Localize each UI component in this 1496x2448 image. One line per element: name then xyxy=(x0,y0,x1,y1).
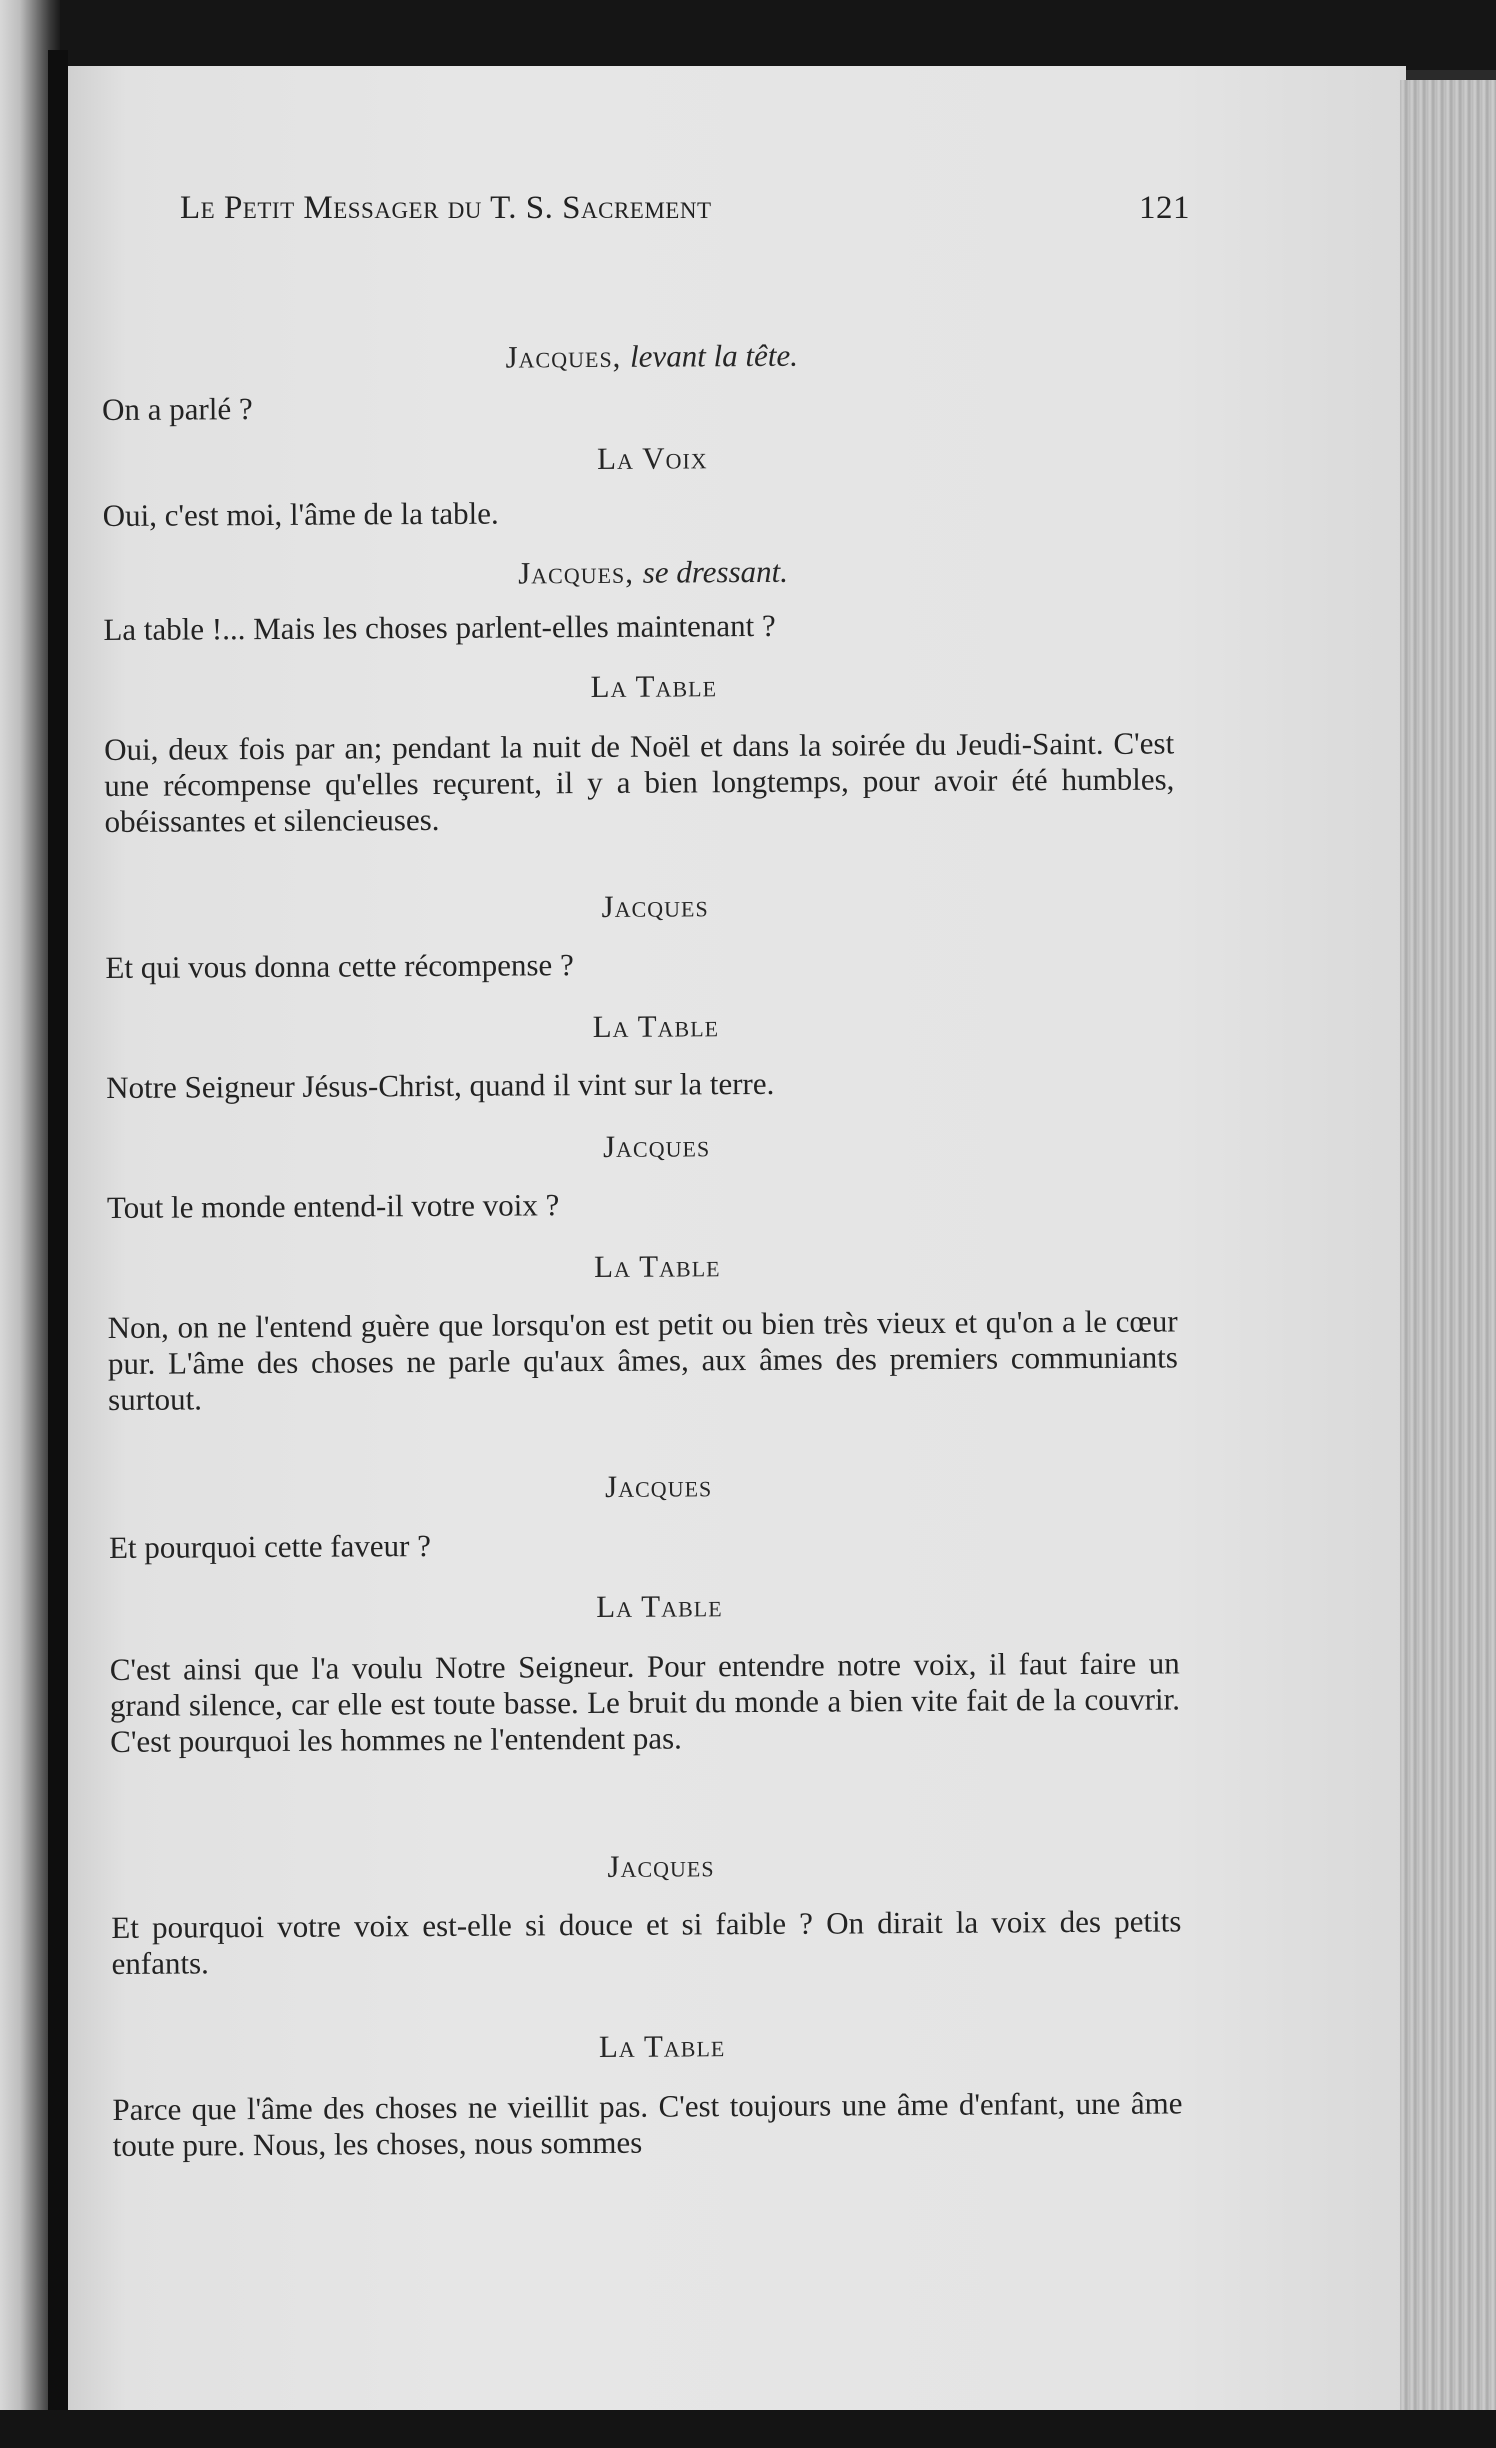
dialogue-paragraph: Oui, deux fois par an; pendant la nuit de Noël et dans la soirée du Jeudi-Saint. C'est une récompense qu'elles reçurent, il y a bien longtemps, pour avoir été humbles, obéissantes et silencieuses. xyxy=(104,725,1175,839)
scanner-background-bottom xyxy=(0,2410,1496,2448)
speaker-name: Jacques, xyxy=(505,338,622,375)
speaker-name: La Voix xyxy=(597,440,708,476)
speaker-name: Jacques xyxy=(605,1468,713,1504)
dialogue-line: Tout le monde entend-il votre voix ? xyxy=(106,1187,560,1225)
dialogue-line: Oui, c'est moi, l'âme de la table. xyxy=(102,495,499,533)
dialogue-line: Et qui vous donna cette récompense ? xyxy=(105,947,574,985)
speaker-heading xyxy=(102,335,1202,378)
speaker-name: Jacques, xyxy=(518,554,635,591)
running-head xyxy=(180,190,1190,240)
speaker-heading xyxy=(102,437,1202,480)
speaker-name: La Table xyxy=(594,1248,721,1285)
dialogue-line: Notre Seigneur Jésus-Christ, quand il vint sur la terre. xyxy=(106,1065,775,1105)
dialogue-line: Et pourquoi cette faveur ? xyxy=(108,1528,432,1565)
dialogue-paragraph: C'est ainsi que l'a voulu Notre Seigneur. Pour entendre notre voix, il faut faire un grand silence, car elle est toute basse. Le bruit du monde a bien vite fait de la couvrir. C'est pourquoi les hommes ne l'entendent pas. xyxy=(109,1645,1181,1759)
stage-direction: se dressant. xyxy=(642,553,789,590)
speaker-name: Jacques xyxy=(601,888,709,924)
dialogue-line: On a parlé ? xyxy=(101,391,253,427)
speaker-heading xyxy=(106,1125,1206,1168)
speaker-name: La Table xyxy=(598,2028,726,2064)
speaker-heading xyxy=(106,1005,1206,1048)
speaker-name: Jacques xyxy=(607,1848,715,1884)
speaker-heading xyxy=(109,1465,1209,1508)
speaker-heading xyxy=(111,1845,1211,1888)
dialogue-paragraph: Et pourquoi votre voix est-elle si douce et si faible ? On dirait la voix des petits enfants. xyxy=(111,1903,1182,1981)
running-head-title: Le Petit Messager du T. S. Sacrement xyxy=(180,190,712,226)
stage-direction: levant la tête. xyxy=(630,337,799,374)
speaker-name: La Table xyxy=(590,668,718,705)
speaker-heading xyxy=(103,551,1203,594)
dialogue-paragraph: Non, on ne l'entend guère que lorsqu'on est petit ou bien très vieux et qu'on a le cœur pur. L'âme des choses ne parle qu'aux âmes, aux âmes des premiers communiants surtout. xyxy=(107,1303,1178,1417)
page-edges xyxy=(1400,80,1496,2420)
book-spine xyxy=(48,50,68,2410)
dialogue-paragraph: Parce que l'âme des choses ne vieillit pas. C'est toujours une âme d'enfant, une âme toute pure. Nous, les choses, nous sommes xyxy=(112,2085,1183,2163)
scanner-background-top xyxy=(0,0,1496,70)
speaker-name: La Table xyxy=(592,1008,720,1045)
dialogue-line: La table !... Mais les choses parlent-elles maintenant ? xyxy=(103,607,776,647)
page-number: 121 xyxy=(1139,190,1190,226)
speaker-heading xyxy=(107,1245,1207,1288)
speaker-heading xyxy=(104,665,1204,708)
speaker-heading xyxy=(105,885,1205,928)
speaker-heading xyxy=(112,2025,1212,2068)
speaker-heading xyxy=(109,1585,1209,1628)
speaker-name: Jacques xyxy=(602,1128,711,1164)
speaker-name: La Table xyxy=(596,1588,723,1624)
